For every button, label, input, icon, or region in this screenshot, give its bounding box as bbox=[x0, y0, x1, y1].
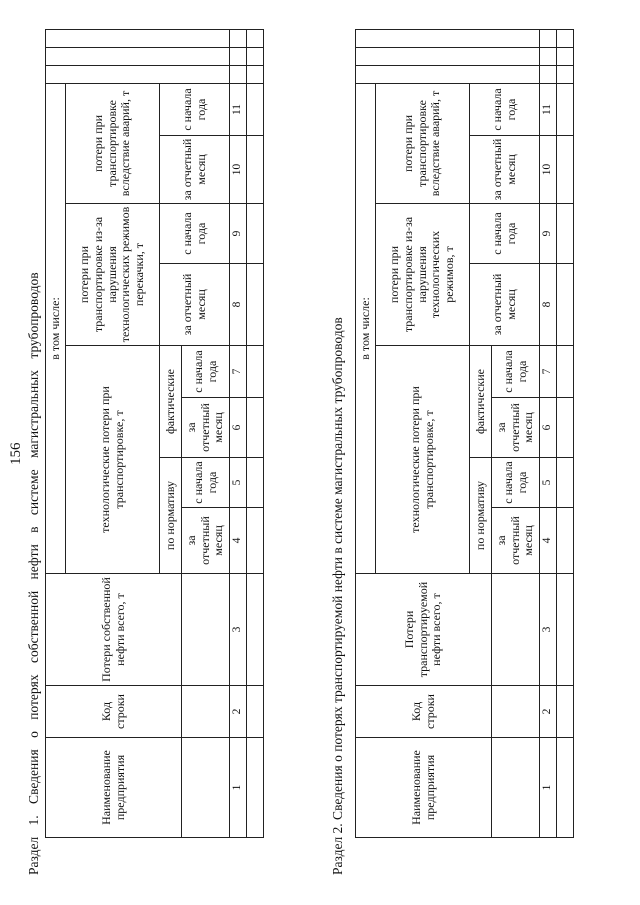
header-total-losses: Потери транспортируемой нефти всего, т bbox=[356, 574, 492, 686]
section2-title: Раздел 2. Сведения о потерях транспортируемой нефти в системе магистральных трубопроводов bbox=[330, 317, 345, 875]
blank-cell bbox=[247, 398, 264, 458]
blank-cell bbox=[247, 686, 264, 738]
blank-cell bbox=[557, 83, 574, 135]
extra-column bbox=[46, 29, 230, 47]
header-accident-losses: потери при транспортировке вследствие аварий, т bbox=[66, 83, 160, 203]
blank-cell bbox=[557, 458, 574, 508]
blank-cell bbox=[540, 47, 557, 65]
extra-column bbox=[356, 65, 540, 83]
col-number: 2 bbox=[230, 686, 247, 738]
header-year: с начала года bbox=[182, 346, 230, 398]
header-year: с начала года bbox=[160, 204, 230, 264]
blank-cell bbox=[492, 686, 540, 738]
blank-cell bbox=[492, 738, 540, 838]
header-norm: по нормативу bbox=[470, 458, 492, 574]
blank-cell bbox=[247, 47, 264, 65]
header-month: за отчетный месяц bbox=[470, 264, 540, 346]
col-number: 11 bbox=[230, 83, 247, 135]
blank-cell bbox=[557, 29, 574, 47]
extra-column bbox=[46, 65, 230, 83]
blank-cell bbox=[247, 204, 264, 264]
header-in-that: в том числе: bbox=[46, 83, 66, 573]
col-number: 8 bbox=[230, 264, 247, 346]
header-year: с начала года bbox=[470, 204, 540, 264]
header-month: за отчетный месяц bbox=[470, 136, 540, 204]
header-month: за отчетный месяц bbox=[160, 136, 230, 204]
blank-cell bbox=[540, 29, 557, 47]
blank-cell bbox=[557, 686, 574, 738]
section2-table bbox=[355, 29, 574, 838]
extra-column bbox=[46, 47, 230, 65]
col-number: 3 bbox=[230, 574, 247, 686]
header-year: с начала года bbox=[492, 346, 540, 398]
blank-cell bbox=[247, 136, 264, 204]
blank-cell bbox=[557, 204, 574, 264]
blank-cell bbox=[247, 29, 264, 47]
blank-cell bbox=[492, 574, 540, 686]
header-year: с начала года bbox=[160, 83, 230, 135]
blank-cell bbox=[557, 738, 574, 838]
col-number: 5 bbox=[540, 458, 557, 508]
blank-cell bbox=[247, 574, 264, 686]
blank-cell bbox=[557, 47, 574, 65]
col-number: 1 bbox=[540, 738, 557, 838]
col-number: 9 bbox=[230, 204, 247, 264]
header-norm: по нормативу bbox=[160, 458, 182, 574]
blank-cell bbox=[540, 65, 557, 83]
col-number: 9 bbox=[540, 204, 557, 264]
blank-cell bbox=[247, 65, 264, 83]
col-number: 1 bbox=[230, 738, 247, 838]
col-number: 3 bbox=[540, 574, 557, 686]
header-year: с начала года bbox=[182, 458, 230, 508]
header-row-code: Код строки bbox=[46, 686, 182, 738]
blank-cell bbox=[182, 574, 230, 686]
blank-cell bbox=[557, 346, 574, 398]
page-number: 156 bbox=[8, 442, 24, 465]
col-number: 10 bbox=[540, 136, 557, 204]
col-number: 6 bbox=[540, 398, 557, 458]
extra-column bbox=[356, 47, 540, 65]
col-number: 7 bbox=[230, 346, 247, 398]
blank-cell bbox=[247, 458, 264, 508]
header-in-that: в том числе: bbox=[356, 83, 376, 573]
blank-cell bbox=[557, 508, 574, 574]
blank-cell bbox=[557, 264, 574, 346]
col-number: 8 bbox=[540, 264, 557, 346]
header-fact: фактические bbox=[470, 346, 492, 458]
col-number: 6 bbox=[230, 398, 247, 458]
blank-cell bbox=[557, 65, 574, 83]
section1-table bbox=[45, 29, 264, 838]
blank-cell bbox=[247, 83, 264, 135]
col-number: 2 bbox=[540, 686, 557, 738]
blank-cell bbox=[247, 346, 264, 398]
blank-cell bbox=[230, 65, 247, 83]
col-number: 11 bbox=[540, 83, 557, 135]
header-month: за отчетный месяц bbox=[492, 398, 540, 458]
extra-column bbox=[356, 29, 540, 47]
header-month: за отчетный месяц bbox=[182, 508, 230, 574]
header-row-code: Код строки bbox=[356, 686, 492, 738]
blank-cell bbox=[557, 574, 574, 686]
blank-cell bbox=[247, 264, 264, 346]
header-total-losses: Потери собственной нефти всего, т bbox=[46, 574, 182, 686]
col-number: 4 bbox=[540, 508, 557, 574]
header-year: с начала года bbox=[470, 83, 540, 135]
col-number: 4 bbox=[230, 508, 247, 574]
blank-cell bbox=[230, 29, 247, 47]
header-month: за отчетный месяц bbox=[182, 398, 230, 458]
blank-cell bbox=[557, 398, 574, 458]
blank-cell bbox=[557, 136, 574, 204]
section1-title: Раздел 1. Сведения о потерях собственной нефти в системе магистральных трубопроводов bbox=[26, 272, 41, 875]
header-violation-losses: потери при транспортировке из-за нарушения технологических режимов перекачки, т bbox=[66, 204, 160, 346]
blank-cell bbox=[182, 738, 230, 838]
header-accident-losses: потери при транспортировке вследствие аварий, т bbox=[376, 83, 470, 203]
header-enterprise-name: Наименование предприятия bbox=[356, 738, 492, 838]
col-number: 10 bbox=[230, 136, 247, 204]
header-fact: фактические bbox=[160, 346, 182, 458]
col-number: 5 bbox=[230, 458, 247, 508]
blank-cell bbox=[230, 47, 247, 65]
blank-cell bbox=[247, 508, 264, 574]
header-year: с начала года bbox=[492, 458, 540, 508]
header-violation-losses: потери при транспортировке из-за нарушения технологических режимов, т bbox=[376, 204, 470, 346]
blank-cell bbox=[182, 686, 230, 738]
header-tech-losses: технологические потери при транспортировке, т bbox=[66, 346, 160, 574]
header-enterprise-name: Наименование предприятия bbox=[46, 738, 182, 838]
header-tech-losses: технологические потери при транспортировке, т bbox=[376, 346, 470, 574]
header-month: за отчетный месяц bbox=[492, 508, 540, 574]
col-number: 7 bbox=[540, 346, 557, 398]
header-month: за отчетный месяц bbox=[160, 264, 230, 346]
blank-cell bbox=[247, 738, 264, 838]
